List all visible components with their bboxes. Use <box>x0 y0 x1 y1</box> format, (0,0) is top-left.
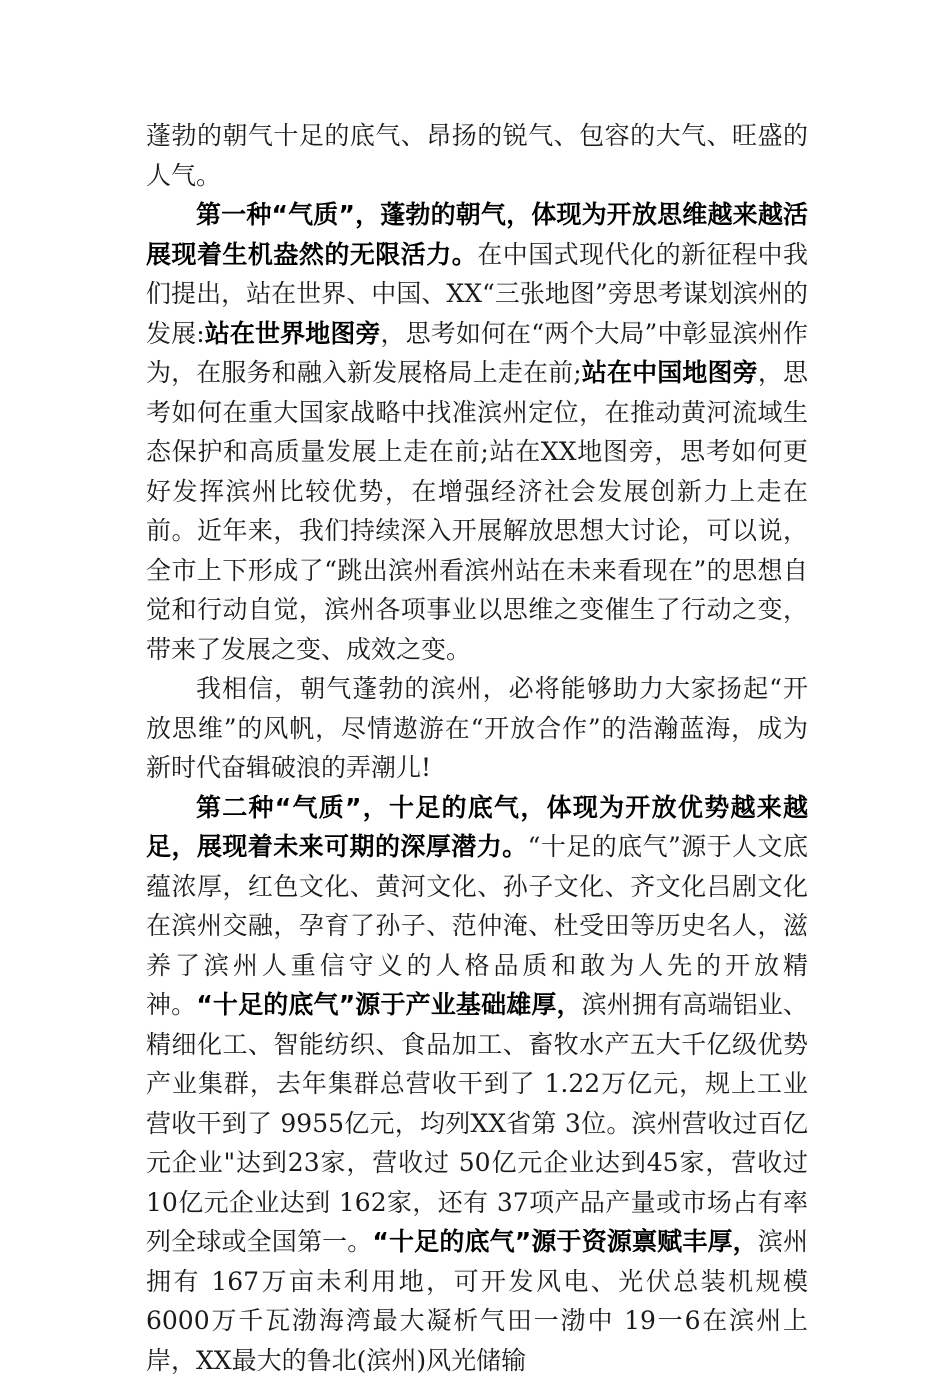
paragraph-belief <box>146 669 808 788</box>
text-segment: ，思考如何在“两个大局”中彰显滨州作为，在服务和融入新发展格局上走在前; <box>146 319 808 388</box>
paragraph-second-quality <box>146 788 808 1380</box>
document-page <box>146 116 808 1380</box>
text-segment: 在中国式现代化的新征程中我们提出，站在世界、中国、XX“三张地图”旁思考谋划滨州的发展: <box>146 240 808 348</box>
paragraph-intro <box>146 116 808 195</box>
text-segment: 蓬勃的朝气十足的底气、昂扬的锐气、包容的大气、旺盛的人气。 <box>146 121 808 190</box>
emphasis-industry-base: “十足的底气”源于产业基础雄厚， <box>196 990 581 1019</box>
emphasis-china-map: 站在中国地图旁 <box>582 358 758 387</box>
heading-first-quality: 第一种“气质”，蓬勃的朝气，体现为开放思维越来越活展现着生机盎然的无限活力。 <box>146 200 808 269</box>
text-segment: ，思考如何在重大国家战略中找准滨州定位，在推动黄河流域生态保护和高质量发展上走在前;站在XX地图旁，思考如何更好发挥滨州比较优势，在增强经济社会发展创新力上走在前。近年来，我们持续深入开展解放思想大讨论，可以说，全市上下形成了“跳出滨州看滨州站在未来看现在”的思想自觉和行动自觉，滨州各项事业以思维之变催生了行动之变，带来了发展之变、成效之变。 <box>146 358 808 664</box>
text-segment: 我相信，朝气蓬勃的滨州，必将能够助力大家扬起“开放思维”的风帆，尽情遨游在“开放合作”的浩瀚蓝海，成为新时代奋辑破浪的弄潮儿! <box>146 674 808 782</box>
text-segment: “十足的底气”源于人文底蕴浓厚，红色文化、黄河文化、孙子文化、齐文化吕剧文化在滨州交融，孕育了孙子、范仲淹、杜受田等历史名人，滋养了滨州人重信守义的人格品质和敢为人先的开放精神。 <box>146 832 808 1019</box>
emphasis-resource-endowment: “十足的底气”源于资源禀赋丰厚， <box>372 1227 757 1256</box>
heading-second-quality: 第二种“气质”，十足的底气，体现为开放优势越来越足，展现着未来可期的深厚潜力。 <box>146 793 808 862</box>
text-segment: 滨州拥有 167万亩未利用地，可开发风电、光伏总装机规模 6000万千瓦渤海湾最大凝析气田一渤中 19一6在滨州上岸，XX最大的鲁北(滨州)风光储输 <box>146 1227 808 1375</box>
emphasis-world-map: 站在世界地图旁 <box>205 319 381 348</box>
text-segment: 滨州拥有高端铝业、精细化工、智能纺织、食品加工、畜牧水产五大千亿级优势产业集群，去年集群总营收干到了 1.22万亿元，规上工业营收干到了 9955亿元，均列XX省第 3位。滨州营收过百亿元企业"达到23家，营收过 50亿元企业达到45家，营收过 10亿元企业达到 162家，还有 37项产品产量或市场占有率列全球或全国第一。 <box>146 990 808 1256</box>
paragraph-first-quality <box>146 195 808 669</box>
